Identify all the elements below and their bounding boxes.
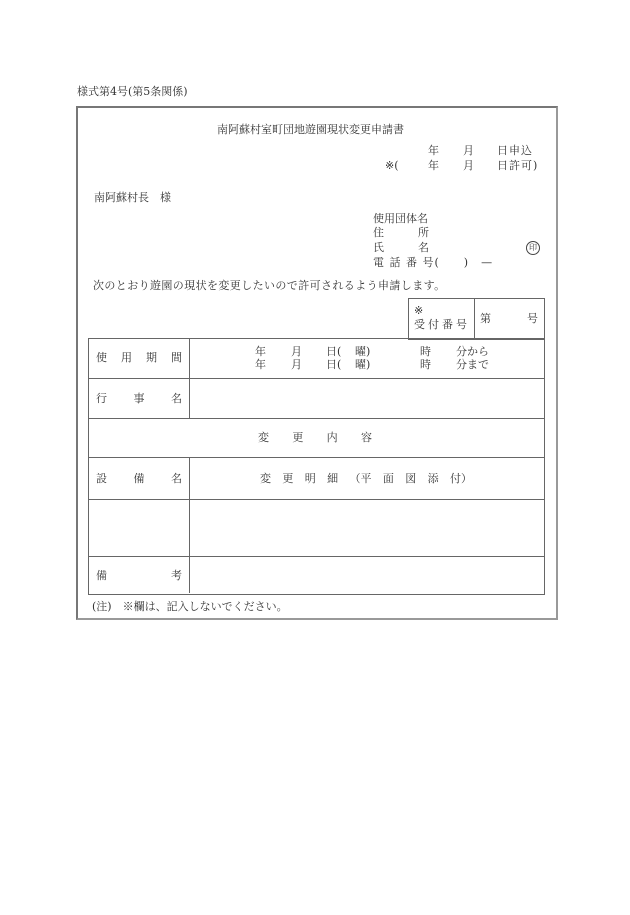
- remarks-field[interactable]: [192, 558, 542, 592]
- permission-date-day: 日許可): [497, 159, 539, 172]
- event-name-label: 行 事 名: [96, 392, 182, 405]
- facility-name-field[interactable]: [90, 501, 187, 555]
- change-detail-field[interactable]: [192, 501, 542, 555]
- permission-date-year: 年: [428, 159, 439, 172]
- remarks-label: 備 考: [96, 569, 182, 582]
- event-name-field[interactable]: [192, 380, 542, 417]
- column-divider: [189, 457, 190, 593]
- form-number: 様式第4号(第5条関係): [77, 85, 188, 98]
- period-label: 使 用 期 間: [96, 351, 182, 364]
- row-divider: [88, 556, 544, 557]
- phone-label: 電 話 番 号( ) —: [373, 256, 494, 269]
- application-date-day: 日申込: [497, 144, 533, 157]
- seal-icon: 印: [526, 241, 540, 255]
- receipt-label: 受付番号: [414, 318, 470, 331]
- permission-date-prefix: ※(: [385, 159, 399, 172]
- receipt-mark: ※: [414, 304, 424, 317]
- addressee: 南阿蘇村長 様: [94, 191, 171, 204]
- column-divider: [189, 338, 190, 418]
- application-date-year: 年: [428, 144, 439, 157]
- row-divider: [88, 418, 544, 419]
- form-title: 南阿蘇村室町団地遊園現状変更申請書: [217, 123, 404, 136]
- address-label: 住 所: [373, 226, 429, 239]
- permission-date-month: 月: [463, 159, 474, 172]
- row-divider: [88, 457, 544, 458]
- row-divider: [88, 378, 544, 379]
- application-date-month: 月: [463, 144, 474, 157]
- application-statement: 次のとおり遊園の現状を変更したいので許可されるよう申請します。: [93, 279, 446, 292]
- receipt-number-prefix: 第: [480, 312, 491, 325]
- change-detail-header: 変 更 明 細 （平 面 図 添 付）: [260, 472, 472, 485]
- receipt-divider: [474, 298, 475, 338]
- receipt-number-suffix: 号: [527, 312, 538, 325]
- change-contents-header: 変 更 内 容: [258, 431, 372, 444]
- org-name-label: 使用団体名: [373, 212, 428, 225]
- name-label: 氏 名: [373, 241, 429, 254]
- facility-name-label: 設 備 名: [96, 472, 182, 485]
- note: (注) ※欄は、記入しないでください。: [92, 600, 288, 613]
- row-divider: [88, 499, 544, 500]
